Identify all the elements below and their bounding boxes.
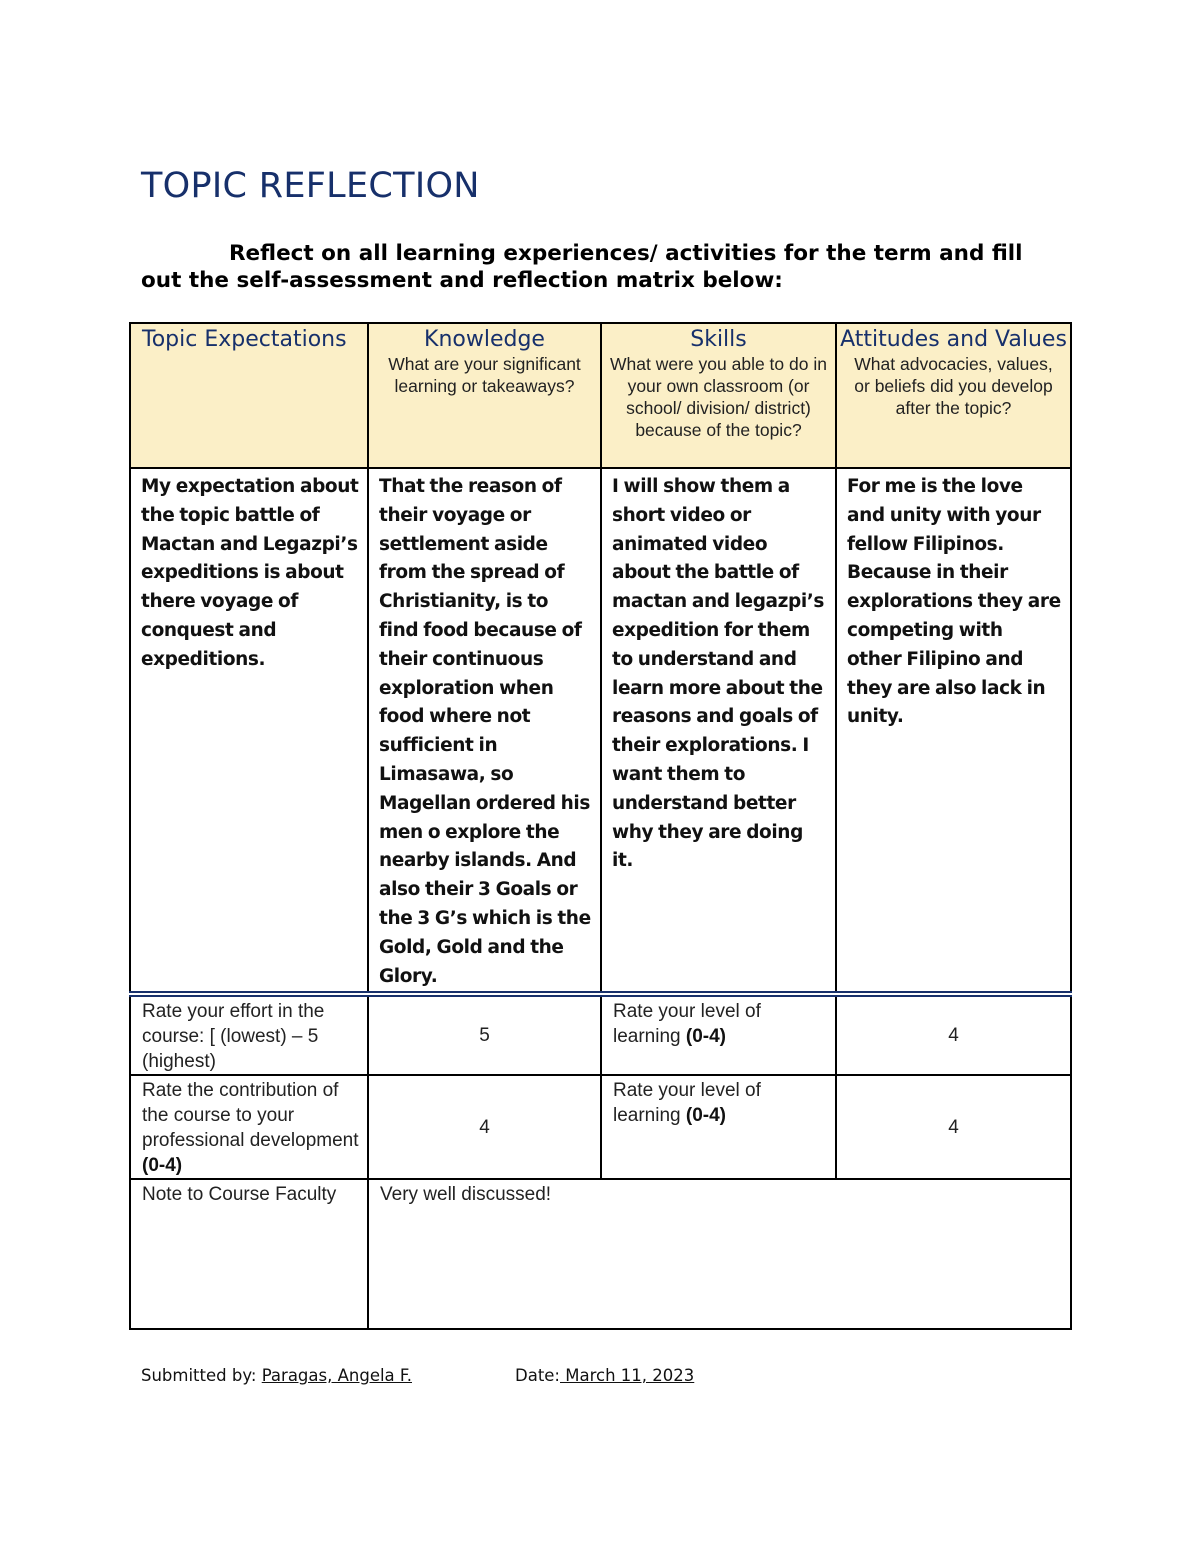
answer-skills-cell[interactable]	[601, 468, 836, 994]
rating-row-2	[130, 1075, 1071, 1179]
learning-value-2[interactable]: 4	[836, 1075, 1071, 1179]
contribution-label	[130, 1075, 368, 1179]
learning-label-2-text: Rate your level of learning	[613, 1080, 761, 1127]
learning-value-1[interactable]: 4	[836, 994, 1071, 1075]
contribution-range: (0-4)	[142, 1155, 183, 1177]
rating-row-1	[130, 994, 1071, 1075]
date-label: Date:	[515, 1366, 560, 1385]
answer-attitudes-cell[interactable]	[836, 468, 1071, 994]
contribution-value[interactable]: 4	[368, 1075, 601, 1179]
header-knowledge-subtitle: What are your significant learning or takeaways?	[388, 354, 581, 396]
note-label: Note to Course Faculty	[130, 1179, 368, 1329]
learning-range-1: (0-4)	[685, 1026, 727, 1048]
answer-knowledge: That the reason of their voyage or settlement aside from the spread of Christianity, is to find food because of their continuous exploration when food where not sufficient in Limasawa, so Magellan ordered his men o explore the nearby islands. And also their 3 Goals or the 3 G’s which is the Gold, Gold and the Glory.	[379, 476, 591, 987]
answer-attitudes: For me is the love and unity with your fellow Filipinos. Because in their explorations they are competing with other Filipino and they are also lack in unity.	[847, 476, 1061, 728]
reflection-matrix	[129, 322, 1072, 1330]
answer-expectations: My expectation about the topic battle of Mactan and Legazpi’s expeditions is about there voyage of conquest and expeditions.	[141, 476, 359, 670]
header-skills	[601, 323, 836, 468]
header-attitudes-subtitle: What advocacies, values, or beliefs did you develop after the topic?	[854, 354, 1053, 418]
matrix-header-row	[130, 323, 1071, 468]
learning-range-2: (0-4)	[685, 1105, 727, 1127]
submission-footer	[141, 1366, 695, 1385]
answer-knowledge-cell[interactable]	[368, 468, 601, 994]
date-value[interactable]: March 11, 2023	[560, 1366, 695, 1385]
header-expectations	[130, 323, 368, 468]
header-knowledge	[368, 323, 601, 468]
effort-label: Rate your effort in the course: [ (lowest) – 5 (highest)	[130, 994, 368, 1075]
matrix-answer-row	[130, 468, 1071, 994]
effort-value[interactable]: 5	[368, 994, 601, 1075]
learning-label-1-text: Rate your level of learning	[613, 1001, 761, 1048]
note-row	[130, 1179, 1071, 1329]
page-title: TOPIC REFLECTION	[141, 166, 480, 206]
header-skills-subtitle: What were you able to do in your own classroom (or school/ division/ district) because of the topic?	[610, 354, 827, 440]
submitted-by-value[interactable]: Paragas, Angela F.	[261, 1366, 412, 1385]
learning-label-2	[601, 1075, 836, 1179]
submitted-by-label: Submitted by:	[141, 1366, 262, 1385]
contribution-label-text: Rate the contribution of the course to your professional development	[142, 1080, 359, 1152]
header-skills-title: Skills	[690, 327, 747, 352]
date-group	[515, 1366, 694, 1385]
instructions-text: Reflect on all learning experiences/ activities for the term and fill out the self-assessment and reflection matrix below:	[141, 241, 1023, 293]
header-expectations-title: Topic Expectations	[142, 327, 347, 352]
header-attitudes-title: Attitudes and Values	[840, 327, 1067, 352]
learning-label-1	[601, 994, 836, 1075]
header-knowledge-title: Knowledge	[424, 327, 545, 352]
answer-skills: I will show them a short video or animated video about the battle of mactan and legazpi’s expedition for them to understand and learn more about the reasons and goals of their explorations. I want them to understand better why they are doing it.	[612, 476, 825, 872]
answer-expectations-cell[interactable]	[130, 468, 368, 994]
header-attitudes	[836, 323, 1071, 468]
note-value[interactable]: Very well discussed!	[368, 1179, 1071, 1329]
